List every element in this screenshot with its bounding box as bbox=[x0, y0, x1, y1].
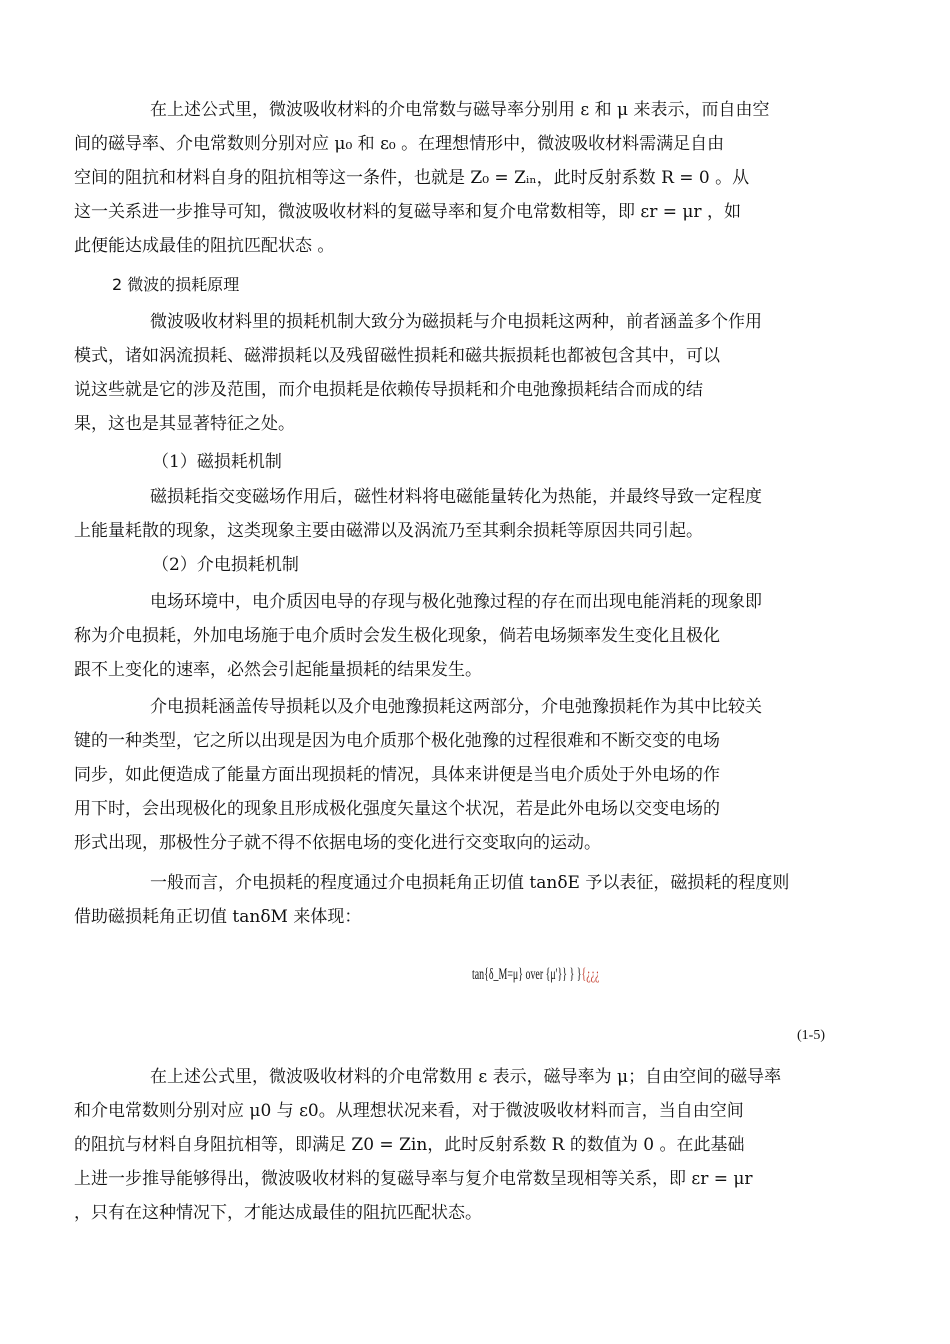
text-line: 间的磁导率、介电常数则分别对应 μ₀ 和 ε₀ 。在理想情形中，微波吸收材料需满足自由 bbox=[74, 134, 725, 154]
text-line: 上能量耗散的现象，这类现象主要由磁滞以及涡流乃至其剩余损耗等原因共同引起。 bbox=[74, 521, 703, 541]
text-line: ，只有在这种情况下，才能达成最佳的阻抗匹配状态。 bbox=[74, 1203, 482, 1223]
text-line: 在上述公式里，微波吸收材料的介电常数与磁导率分别用 ε 和 μ 来表示，而自由空 bbox=[150, 100, 770, 120]
equation-error-glyphs: {¿¿¿ bbox=[581, 966, 600, 983]
text-line: 键的一种类型，它之所以出现是因为电介质那个极化弛豫的过程很难和不断交变的电场 bbox=[74, 731, 720, 751]
subheading-dielectric-loss: （2）介电损耗机制 bbox=[152, 555, 299, 575]
paragraph-formula-explanation bbox=[74, 93, 858, 263]
text-line: 电场环境中，电介质因电导的存现与极化弛豫过程的存在而出现电能消耗的现象即 bbox=[150, 592, 762, 612]
text-line: 此便能达成最佳的阻抗匹配状态 。 bbox=[74, 236, 335, 256]
subheading-magnetic-loss: （1）磁损耗机制 bbox=[152, 452, 282, 472]
equation-number: (1-5) bbox=[797, 1028, 825, 1043]
text-line: 介电损耗涵盖传导损耗以及介电弛豫损耗这两部分，介电弛豫损耗作为其中比较关 bbox=[150, 697, 762, 717]
text-line: 同步，如此便造成了能量方面出现损耗的情况，具体来讲便是当电介质处于外电场的作 bbox=[74, 765, 720, 785]
paragraph-loss-tangent bbox=[74, 866, 858, 934]
text-line: 模式，诸如涡流损耗、磁滞损耗以及残留磁性损耗和磁共振损耗也都被包含其中，可以 bbox=[74, 346, 720, 366]
paragraph-impedance-matching bbox=[74, 1060, 858, 1230]
paragraph-dielectric-relaxation bbox=[74, 690, 858, 860]
text-line: 借助磁损耗角正切值 tanδM 来体现： bbox=[74, 907, 362, 927]
text-line: 用下时，会出现极化的现象且形成极化强度矢量这个状况，若是此外电场以交变电场的 bbox=[74, 799, 720, 819]
text-line: 磁损耗指交变磁场作用后，磁性材料将电磁能量转化为热能，并最终导致一定程度 bbox=[150, 487, 762, 507]
text-line: 上进一步推导能够得出，微波吸收材料的复磁导率与复介电常数呈现相等关系，即 εr = μr bbox=[74, 1169, 753, 1189]
equation-loss-tangent bbox=[472, 966, 600, 1006]
paragraph-dielectric-loss bbox=[74, 585, 858, 687]
paragraph-magnetic-loss bbox=[74, 480, 858, 548]
section-heading: 2 微波的损耗原理 bbox=[112, 275, 240, 294]
text-line: 形式出现，那极性分子就不得不依据电场的变化进行交变取向的运动。 bbox=[74, 833, 601, 853]
text-line: 这一关系进一步推导可知，微波吸收材料的复磁导率和复介电常数相等，即 εr = μr ，如 bbox=[74, 202, 741, 222]
paragraph-loss-mechanisms bbox=[74, 305, 858, 441]
text-line: 在上述公式里，微波吸收材料的介电常数用 ε 表示，磁导率为 μ；自由空间的磁导率 bbox=[150, 1067, 782, 1087]
text-line: 空间的阻抗和材料自身的阻抗相等这一条件，也就是 Z₀ = Zᵢₙ，此时反射系数 R = 0 。从 bbox=[74, 168, 750, 188]
text-line: 称为介电损耗，外加电场施于电介质时会发生极化现象，倘若电场频率发生变化且极化 bbox=[74, 626, 720, 646]
text-line: 说这些就是它的涉及范围，而介电损耗是依赖传导损耗和介电弛豫损耗结合而成的结 bbox=[74, 380, 703, 400]
text-line: 和介电常数则分别对应 μ0 与 ε0。从理想状况来看，对于微波吸收材料而言，当自由空间 bbox=[74, 1101, 744, 1121]
text-line: 微波吸收材料里的损耗机制大致分为磁损耗与介电损耗这两种，前者涵盖多个作用 bbox=[150, 312, 762, 332]
text-line: 一般而言，介电损耗的程度通过介电损耗角正切值 tanδE 予以表征，磁损耗的程度则 bbox=[150, 873, 790, 893]
text-line: 的阻抗与材料自身阻抗相等，即满足 Z0 = Zin，此时反射系数 R 的数值为 0 。在此基础 bbox=[74, 1135, 745, 1155]
equation-main-text: tan{δ_M=μ} over {μ'}} } } bbox=[472, 966, 582, 983]
text-line: 果，这也是其显著特征之处。 bbox=[74, 414, 295, 434]
text-line: 跟不上变化的速率，必然会引起能量损耗的结果发生。 bbox=[74, 660, 482, 680]
